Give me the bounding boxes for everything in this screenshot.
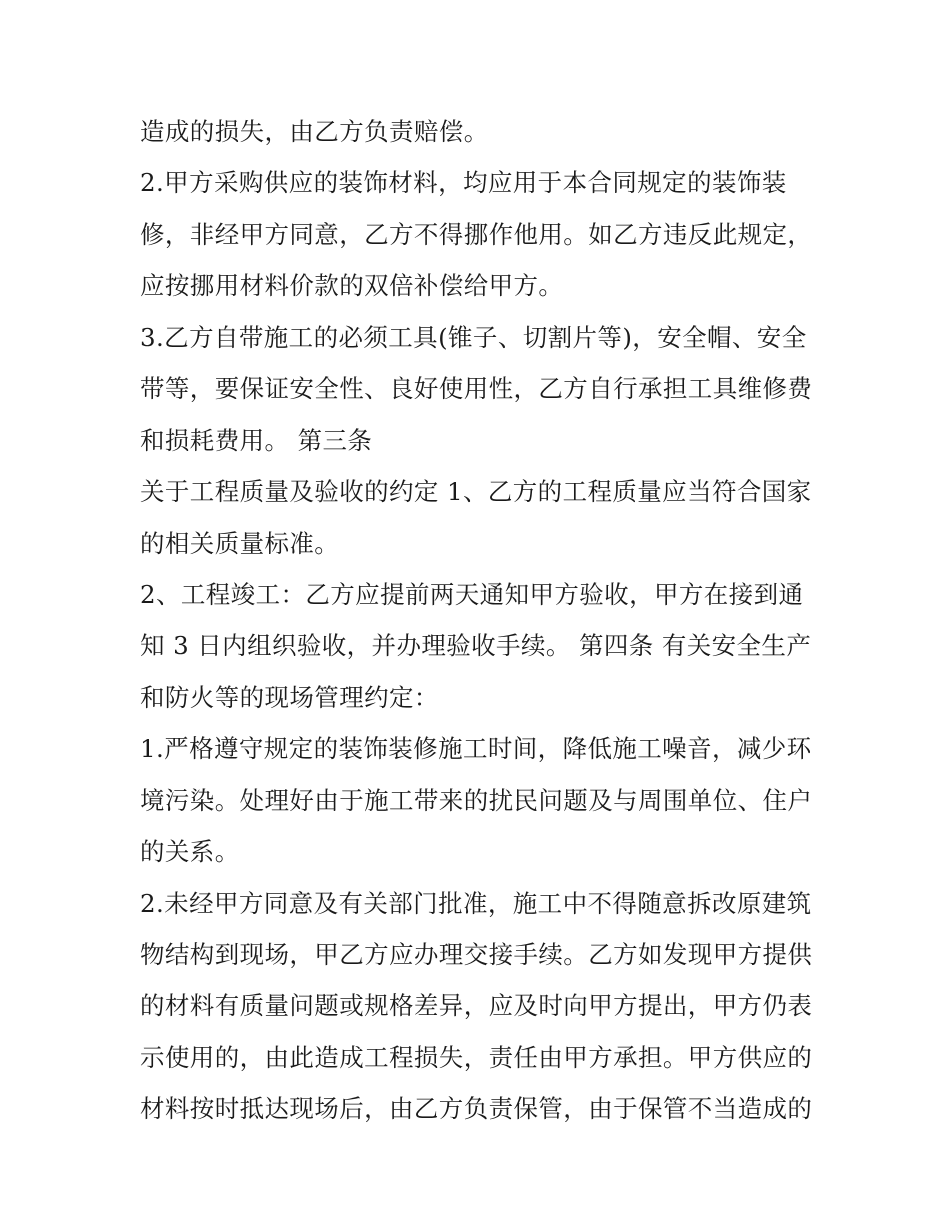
text-line: 和防火等的现场管理约定：	[140, 682, 439, 712]
text-line: 的关系。	[140, 837, 240, 867]
contract-text-block	[140, 106, 830, 1135]
text-line: 2.甲方采购供应的装饰材料，均应用于本合同规定的装饰装	[140, 168, 787, 198]
text-line: 关于工程质量及验收的约定 1、乙方的工程质量应当符合国家	[140, 477, 812, 507]
text-line: 和损耗费用。 第三条	[140, 425, 373, 455]
text-line: 示使用的，由此造成工程损失，责任由甲方承担。甲方供应的	[140, 1042, 813, 1072]
text-line: 修，非经甲方同意，乙方不得挪作他用。如乙方违反此规定，	[140, 219, 813, 249]
text-line: 2.未经甲方同意及有关部门批准，施工中不得随意拆改原建筑	[140, 888, 812, 918]
text-line: 3.乙方自带施工的必须工具(锥子、切割片等)，安全帽、安全	[140, 322, 807, 352]
text-line: 境污染。处理好由于施工带来的扰民问题及与周围单位、住户	[140, 785, 813, 815]
text-line: 材料按时抵达现场后，由乙方负责保管，由于保管不当造成的	[140, 1094, 813, 1124]
text-line: 的材料有质量问题或规格差异，应及时向甲方提出，甲方仍表	[140, 991, 813, 1021]
text-line: 物结构到现场，甲乙方应办理交接手续。乙方如发现甲方提供	[140, 940, 813, 969]
text-line: 造成的损失，由乙方负责赔偿。	[140, 117, 489, 146]
text-line: 1.严格遵守规定的装饰装修施工时间，降低施工噪音，减少环	[140, 734, 812, 764]
text-line: 的相关质量标准。	[140, 528, 340, 558]
text-line: 2、工程竣工：乙方应提前两天通知甲方验收，甲方在接到通	[140, 579, 804, 609]
text-line: 带等，要保证安全性、良好使用性，乙方自行承担工具维修费	[140, 374, 813, 404]
text-line: 应按挪用材料价款的双倍补偿给甲方。	[140, 271, 564, 301]
text-line: 知 3 日内组织验收，并办理验收手续。 第四条 有关安全生产	[140, 631, 812, 661]
